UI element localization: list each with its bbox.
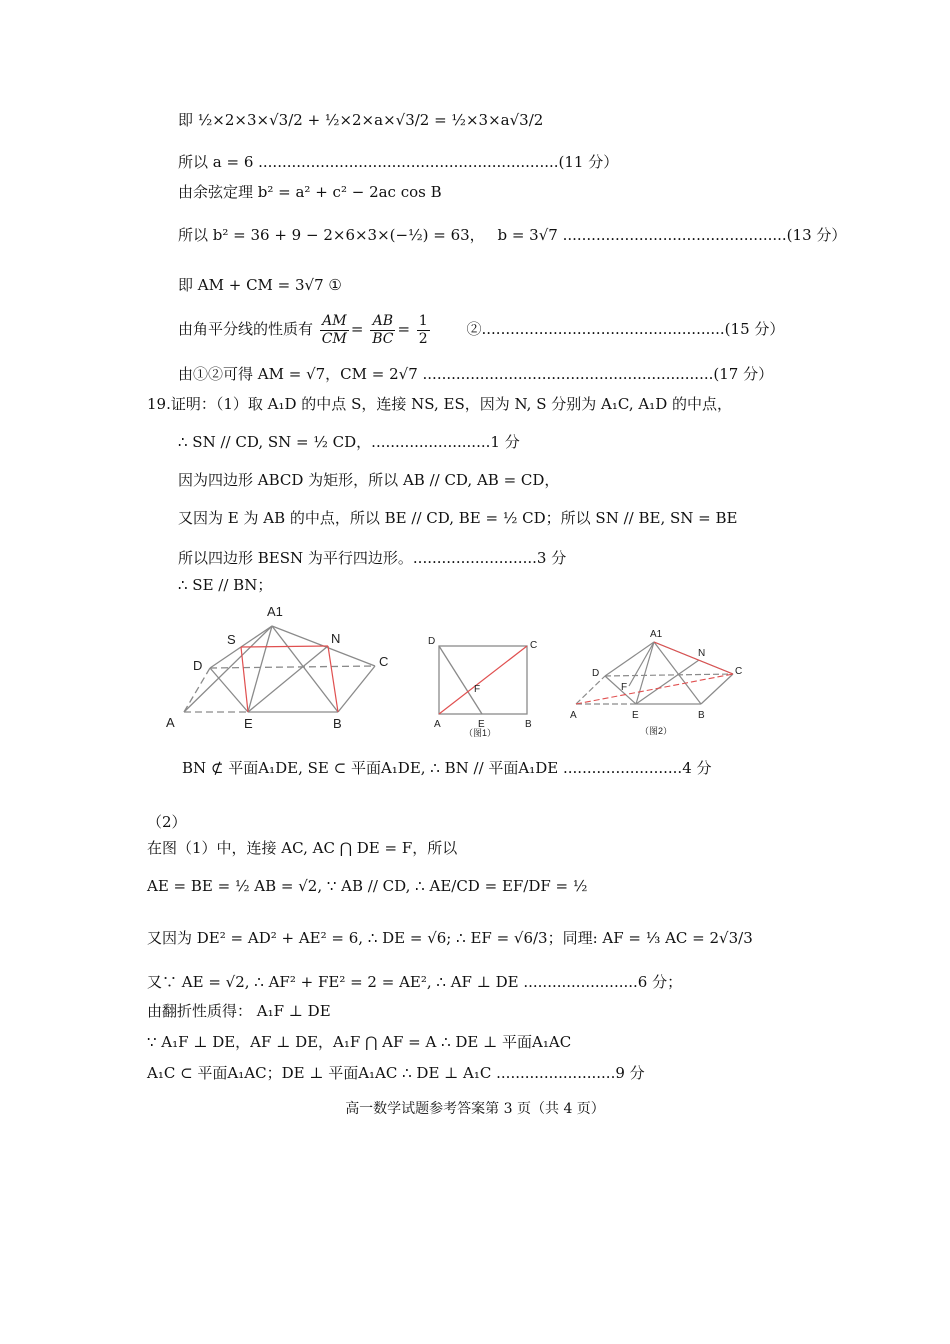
figure-1-caption: （图1） xyxy=(464,728,497,738)
figure-2-caption: （图2） xyxy=(640,726,673,736)
fraction-one-half: $\frac{1}{2}$ xyxy=(418,312,428,347)
line-af-perp-de: 又∵ AE = √2, ∴ AF² + FE² = 2 = AE², ∴ AF ⊥ DE ........................6 分； xyxy=(147,973,683,991)
line-cosine-rule: 由余弦定理 b² = a² + c² − 2ac cos B xyxy=(178,183,442,201)
line-am-plus-cm: 即 AM + CM = 3√7 ① xyxy=(178,276,342,294)
label-a: A xyxy=(434,719,441,730)
label-c: C xyxy=(530,640,538,651)
label-c: C xyxy=(379,654,389,669)
label-n: N xyxy=(331,631,341,646)
label-d: D xyxy=(592,668,600,679)
line-angle-bisector: 由角平分线的性质有 $\frac{AM}{CM}$ = $\frac{AB}{BC}$ = $\frac{1}{2}$ ②...................................................(15 分） xyxy=(178,312,785,347)
line-folding-property: 由翻折性质得： A₁F ⊥ DE xyxy=(147,1002,331,1020)
edge-a1-f xyxy=(629,642,654,686)
label-f: F xyxy=(621,682,628,693)
label-a1: A1 xyxy=(267,604,283,619)
segment-n-b xyxy=(328,646,338,712)
edge-d-c-hidden xyxy=(210,666,375,668)
edge-b-c xyxy=(338,666,375,712)
label-b: B xyxy=(525,719,532,730)
label-e: E xyxy=(478,719,485,730)
label-b: B xyxy=(333,716,342,731)
diagonal-a-c-hidden xyxy=(576,674,733,704)
segment-d-e xyxy=(439,646,482,714)
edge-a1-e xyxy=(248,626,272,712)
line-de-perp-plane: ∵ A₁F ⊥ DE，AF ⊥ DE，A₁F ⋂ AF = A ∴ DE ⊥ 平面A₁AC xyxy=(147,1033,572,1051)
label-f: F xyxy=(474,684,481,695)
line-se-parallel-bn: ∴ SE // BN； xyxy=(178,576,273,594)
line-de-squared: 又因为 DE² = AD² + AE² = 6, ∴ DE = √6; ∴ EF = √6/3；同理: AF = ⅓ AC = 2√3/3 xyxy=(147,929,753,947)
fraction-am-cm: $\frac{AM}{CM}$ xyxy=(321,312,347,347)
line-am-cm-result: 由①②可得 AM = √7，CM = 2√7 .............................................................(17 分） xyxy=(178,365,774,383)
diagonal-a-c xyxy=(439,646,527,714)
segment-s-e xyxy=(241,647,248,712)
line-problem-19: 19.证明：（1）取 A₁D 的中点 S，连接 NS, ES，因为 N, S 分别为 A₁C, A₁D 的中点， xyxy=(147,395,732,413)
edge-e-n xyxy=(636,660,699,704)
edge-a1-d xyxy=(605,642,654,676)
label-a: A xyxy=(570,710,577,721)
label-e: E xyxy=(244,716,253,731)
label-e: E xyxy=(632,710,639,721)
label-a1: A1 xyxy=(650,629,663,640)
line-parallelogram: 所以四边形 BESN 为平行四边形。..........................3 分 xyxy=(178,549,567,567)
edge-d-e xyxy=(210,668,248,712)
line-bn-parallel-plane: BN ⊄ 平面A₁DE, SE ⊂ 平面A₁DE, ∴ BN // 平面A₁DE .........................4 分 xyxy=(182,759,712,777)
line-a-equals-6: 所以 a = 6 ...............................................................(11 分） xyxy=(178,153,619,171)
figure-2-folded xyxy=(566,624,751,744)
figure-folded-solid xyxy=(160,600,400,735)
fraction-ab-bc: $\frac{AB}{BC}$ xyxy=(372,312,394,347)
label-a: A xyxy=(166,715,175,730)
segment-s-n xyxy=(241,646,328,647)
line-ae-be: AE = BE = ½ AB = √2, ∵ AB // CD, ∴ AE/CD = EF/DF = ½ xyxy=(147,877,588,895)
edge-a1-e xyxy=(636,642,654,704)
figure-1-rectangle xyxy=(420,628,550,743)
label-b: B xyxy=(698,710,705,721)
line-part-2: （2） xyxy=(147,813,187,831)
equation-area-sum: 即 ½×2×3×√3/2 + ½×2×a×√3/2 = ½×3×a√3/2 xyxy=(178,111,544,129)
label-s: S xyxy=(227,632,236,647)
line-sn-parallel: ∴ SN // CD, SN = ½ CD，.........................1 分 xyxy=(178,433,520,451)
edge-d-c-hidden xyxy=(605,674,733,676)
label-n: N xyxy=(698,648,706,659)
line-rectangle: 因为四边形 ABCD 为矩形，所以 AB // CD, AB = CD， xyxy=(178,471,560,489)
line-be-parallel: 又因为 E 为 AB 的中点，所以 BE // CD, BE = ½ CD；所以 SN // BE, SN = BE xyxy=(178,509,738,527)
line-b-squared: 所以 b² = 36 + 9 − 2×6×3×(−½) = 63， b = 3√7 ...............................................(13 分） xyxy=(178,226,847,244)
edge-b-c xyxy=(701,674,733,704)
label-d: D xyxy=(193,658,203,673)
label-c: C xyxy=(735,666,743,677)
label-d: D xyxy=(428,636,436,647)
line-de-perp-a1c: A₁C ⊂ 平面A₁AC；DE ⊥ 平面A₁AC ∴ DE ⊥ A₁C .........................9 分 xyxy=(147,1064,645,1082)
page-footer: 高一数学试题参考答案第 3 页（共 4 页） xyxy=(345,1101,605,1117)
line-connect-ac: 在图（1）中，连接 AC, AC ⋂ DE = F，所以 xyxy=(147,839,458,857)
edge-e-n xyxy=(248,646,328,712)
edge-a-d-hidden xyxy=(576,676,605,704)
